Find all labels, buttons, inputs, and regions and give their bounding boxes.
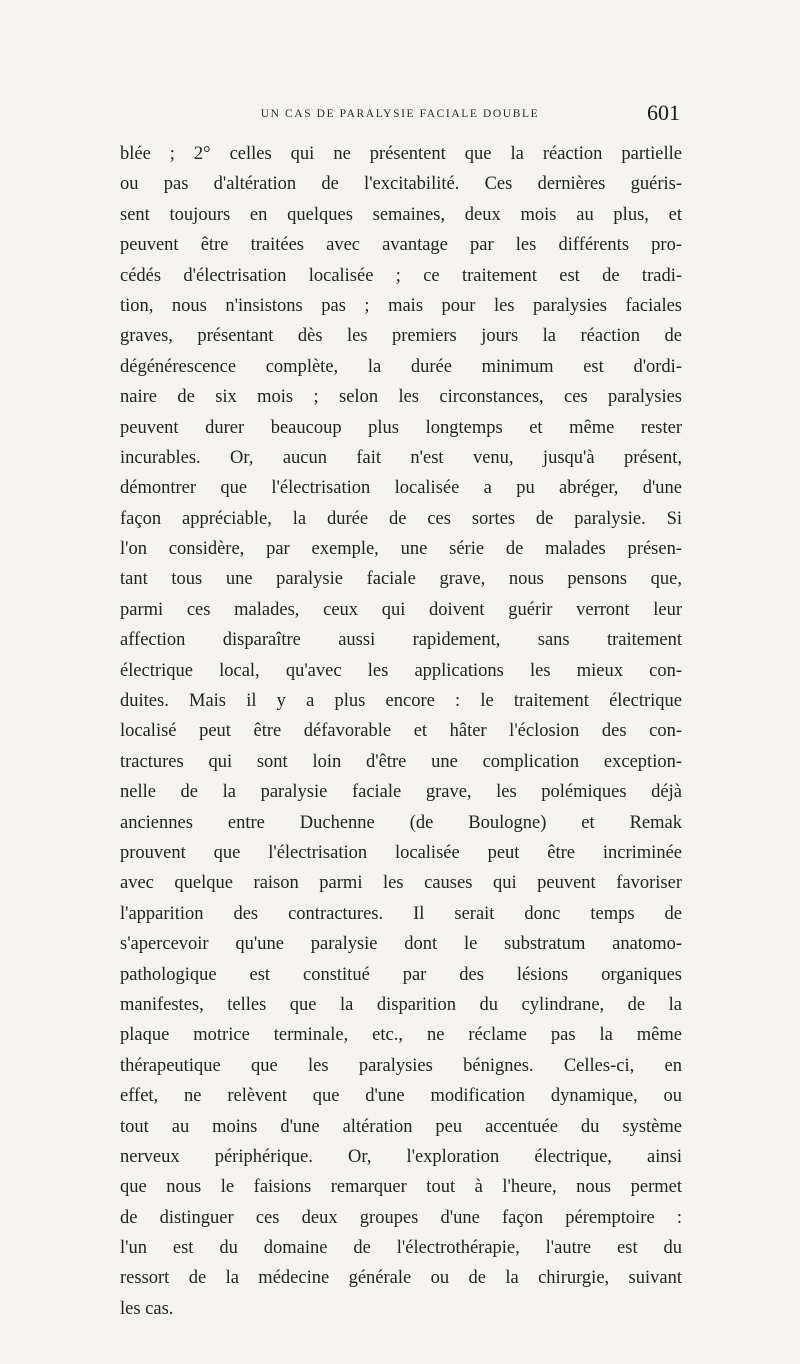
text-line: l'un est du domaine de l'électrothérapie, l'autre est du xyxy=(120,1238,682,1259)
text-line: blée ; 2° celles qui ne présentent que la réaction partielle xyxy=(120,144,682,164)
text-line: thérapeutique que les paralysies bénignes. Celles-ci, en xyxy=(120,1055,682,1076)
text-line: avec quelque raison parmi les causes qui peuvent favoriser xyxy=(120,873,682,894)
text-line: ressort de la médecine générale ou de la chirurgie, suivant xyxy=(120,1268,682,1289)
text-line: tout au moins d'une altération peu accentuée du système xyxy=(120,1116,682,1137)
text-line: manifestes, telles que la disparition du cylindrane, de la xyxy=(120,994,682,1015)
text-line: incurables. Or, aucun fait n'est venu, jusqu'à présent, xyxy=(120,447,682,468)
text-line: l'on considère, par exemple, une série de malades présen- xyxy=(120,539,682,560)
text-line: l'apparition des contractures. Il serait donc temps de xyxy=(120,903,682,924)
text-line: tractures qui sont loin d'être une complication exception- xyxy=(120,751,682,772)
running-head xyxy=(120,100,680,130)
text-line: graves, présentant dès les premiers jours la réaction de xyxy=(120,326,682,347)
text-line: démontrer que l'électrisation localisée a pu abréger, d'une xyxy=(120,478,682,499)
text-line: duites. Mais il y a plus encore : le traitement électrique xyxy=(120,691,682,712)
text-line: affection disparaître aussi rapidement, sans traitement xyxy=(120,630,682,651)
text-line: les cas. xyxy=(120,1298,174,1319)
text-line: peuvent durer beaucoup plus longtemps et même rester xyxy=(120,417,682,438)
text-line: dégénérescence complète, la durée minimum est d'ordi- xyxy=(120,356,682,377)
text-line: effet, ne relèvent que d'une modification dynamique, ou xyxy=(120,1086,682,1107)
text-line: électrique local, qu'avec les applications les mieux con- xyxy=(120,660,682,681)
text-line: s'apercevoir qu'une paralysie dont le substratum anatomo- xyxy=(120,934,682,955)
text-line: localisé peut être défavorable et hâter l'éclosion des con- xyxy=(120,721,682,742)
text-line: naire de six mois ; selon les circonstances, ces paralysies xyxy=(120,387,682,408)
running-title: UN CAS DE PARALYSIE FACIALE DOUBLE xyxy=(260,108,540,120)
text-line: cédés d'électrisation localisée ; ce traitement est de tradi- xyxy=(120,265,682,286)
text-line: anciennes entre Duchenne (de Boulogne) et Remak xyxy=(120,812,682,833)
text-line: de distinguer ces deux groupes d'une façon péremptoire : xyxy=(120,1207,682,1228)
text-line: façon appréciable, la durée de ces sortes de paralysie. Si xyxy=(120,508,682,529)
text-line: pathologique est constitué par des lésions organiques xyxy=(120,964,682,985)
text-line: plaque motrice terminale, etc., ne réclame pas la même xyxy=(120,1025,682,1046)
text-line: tant tous une paralysie faciale grave, nous pensons que, xyxy=(120,569,682,590)
text-line: peuvent être traitées avec avantage par les différents pro- xyxy=(120,235,682,256)
text-line: nerveux périphérique. Or, l'exploration électrique, ainsi xyxy=(120,1146,682,1167)
text-line: prouvent que l'électrisation localisée peut être incriminée xyxy=(120,842,682,863)
text-line: nelle de la paralysie faciale grave, les polémiques déjà xyxy=(120,782,682,803)
text-line: sent toujours en quelques semaines, deux mois au plus, et xyxy=(120,204,682,225)
text-line: que nous le faisions remarquer tout à l'heure, nous permet xyxy=(120,1177,682,1198)
text-line: ou pas d'altération de l'excitabilité. Ces dernières guéris- xyxy=(120,174,682,195)
body-text xyxy=(120,139,682,1324)
page-number: 601 xyxy=(647,100,680,125)
text-line: tion, nous n'insistons pas ; mais pour les paralysies faciales xyxy=(120,295,682,316)
text-line: parmi ces malades, ceux qui doivent guérir verront leur xyxy=(120,599,682,620)
